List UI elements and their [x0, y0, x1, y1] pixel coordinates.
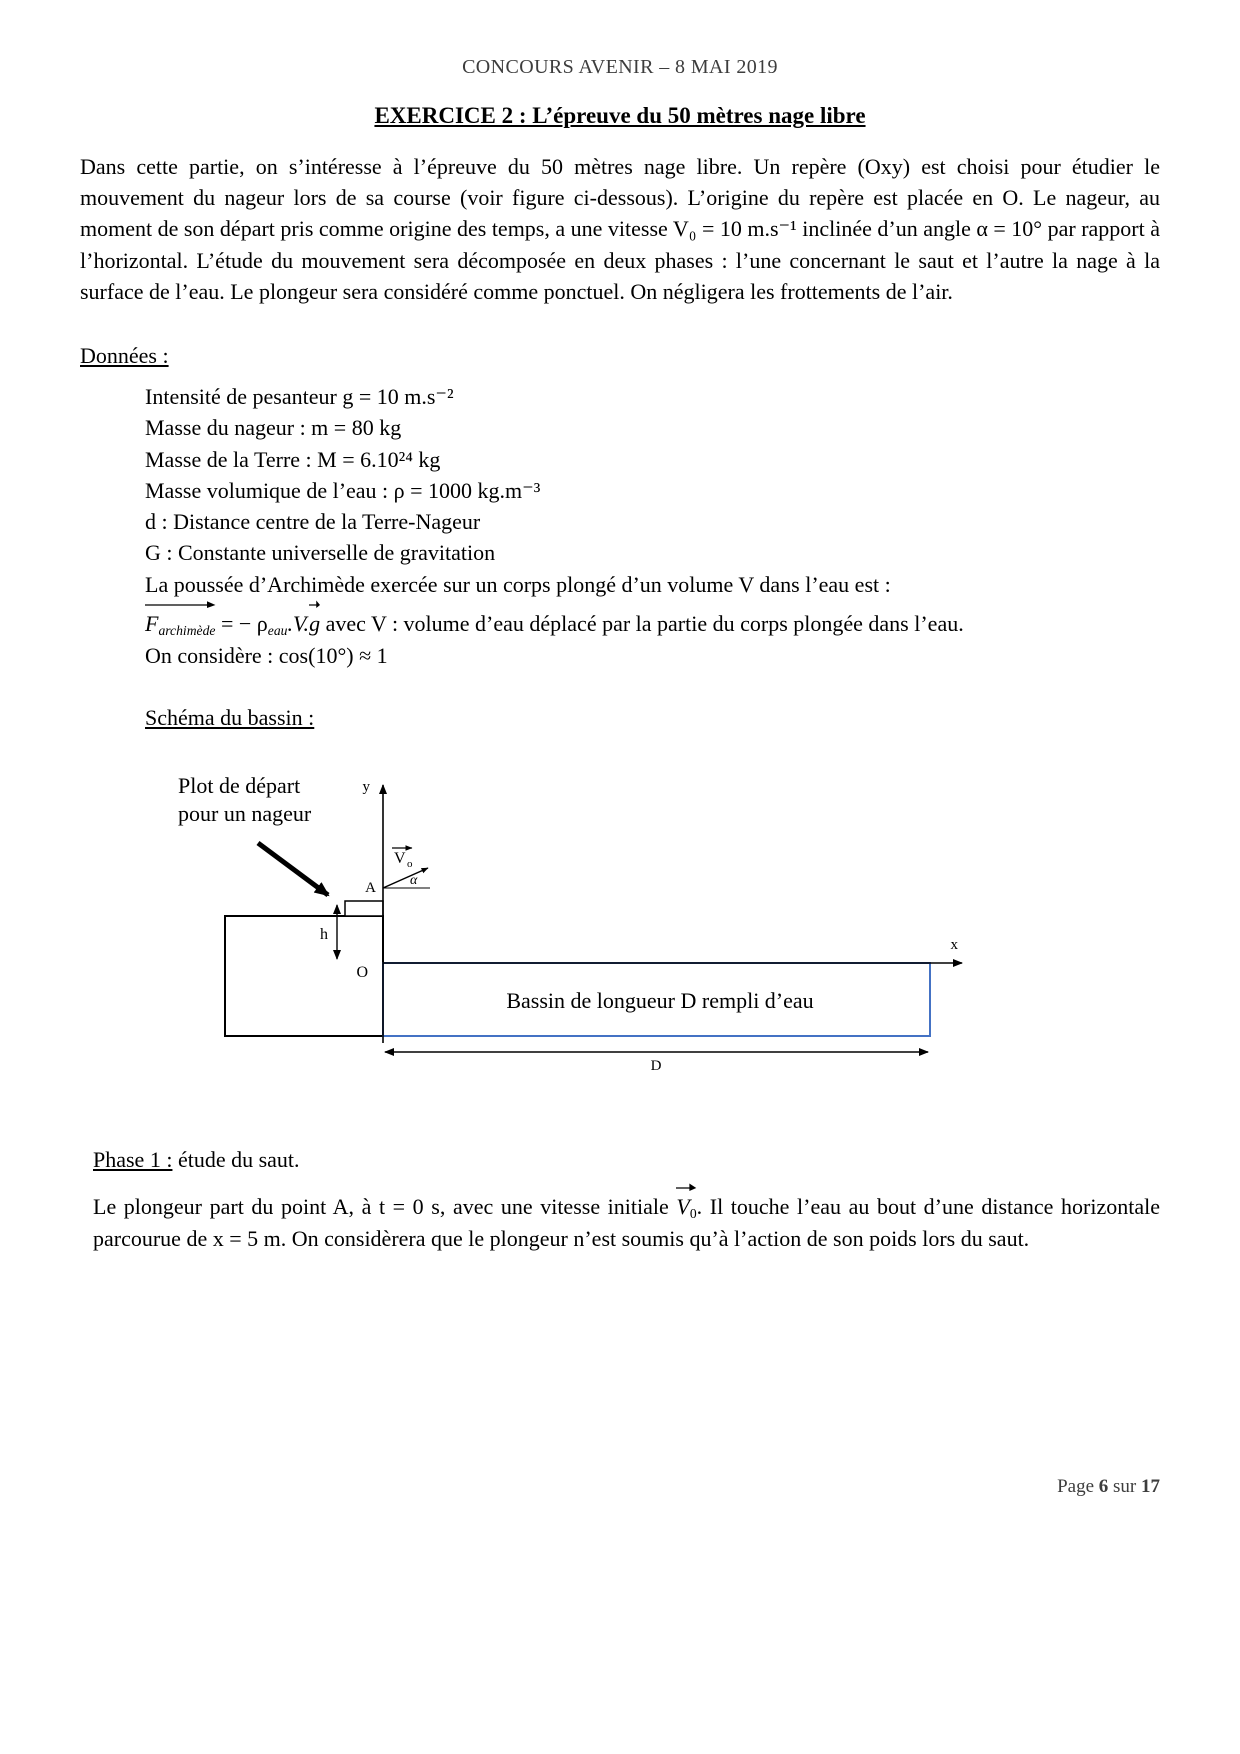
- phase1-text-part2: . Il touche l’eau au bout d’une distance horizontale parcourue de x = 5 m. On considèrera que le plongeur n’est soumis qu’à l’action de son poids lors du saut.: [93, 1194, 1160, 1252]
- pool-diagram: [170, 771, 980, 1103]
- phase1-heading-rest: étude du saut.: [172, 1147, 300, 1173]
- plot-label-line1: Plot de départ: [178, 773, 301, 799]
- x-axis-label: x: [950, 937, 958, 954]
- d-label: D: [650, 1058, 662, 1075]
- phase1-v-sub: 0: [689, 1206, 697, 1222]
- v0-sub-label: o: [407, 858, 413, 871]
- f-archimede-vector: [145, 608, 215, 640]
- velocity-vector: [383, 868, 428, 888]
- formula-mid: = − ρ: [215, 610, 268, 636]
- pool-label: Bassin de longueur D rempli d’eau: [506, 988, 814, 1014]
- footer-page-number: 6: [1098, 1476, 1109, 1497]
- h-label: h: [320, 926, 328, 944]
- pool-diagram-svg: [170, 771, 980, 1103]
- footer-page-word: Page: [1057, 1476, 1099, 1497]
- donnee-archimede-intro: La poussée d’Archimède exercée sur un corps plongé d’un volume V dans l’eau est :: [145, 571, 891, 597]
- formula-rest: avec V : volume d’eau déplacé par la partie du corps plongée dans l’eau.: [320, 610, 964, 636]
- schema-heading: [80, 705, 1160, 731]
- archimede-formula: [145, 608, 1160, 640]
- alpha-label: α: [410, 873, 418, 889]
- donnee-cos-approx: On considère : cos(10°) ≈ 1: [145, 642, 388, 668]
- donnees-heading-label: Données :: [80, 343, 169, 369]
- donnee-swimmer-mass: Masse du nageur : m = 80 kg: [145, 415, 402, 441]
- donnees-heading: [80, 343, 1160, 369]
- vector-arrow-icon: [676, 1182, 696, 1191]
- footer-sur-word: sur: [1108, 1476, 1141, 1497]
- formula-rho-sub: eau: [267, 622, 288, 638]
- v0-vector-inline: [676, 1191, 696, 1223]
- exercise-title: EXERCICE 2 : L’épreuve du 50 mètres nage libre: [374, 103, 866, 128]
- vector-overline-arrow-icon: [145, 599, 215, 608]
- formula-g: g: [309, 610, 321, 636]
- donnee-constant-g: G : Constante universelle de gravitation: [145, 540, 496, 566]
- plot-label-line2: pour un nageur: [178, 801, 312, 827]
- vector-arrow-icon: [309, 599, 320, 608]
- phase1-text-part1: Le plongeur part du point A, à t = 0 s, avec une vitesse initiale: [93, 1194, 677, 1220]
- donnee-gravity: Intensité de pesanteur g = 10 m.s⁻²: [145, 384, 454, 410]
- phase1-heading: [93, 1147, 1160, 1173]
- footer-total-pages: 17: [1141, 1476, 1160, 1497]
- y-axis-label: y: [362, 779, 370, 796]
- origin-label: O: [356, 964, 368, 982]
- formula-lhs-sub: archimède: [158, 622, 216, 638]
- schema-heading-label: Schéma du bassin :: [145, 705, 315, 731]
- intro-paragraph: Dans cette partie, on s’intéresse à l’épreuve du 50 mètres nage libre. Un repère (Oxy) est choisi pour étudier le mouvement du nageur lors de sa course (voir figure ci-dessous). L’origine du repère est placée en O. Le nageur, au moment de son départ pris comme origine des temps, a une vitesse V₀ = 10 m.s⁻¹ inclinée d’un angle α = 10° par rapport à l’horizontal. L’étude du mouvement sera décomposée en deux phases : l’une concernant le saut et l’autre la nage à la surface de l’eau. Le plongeur sera considéré comme ponctuel. On négligera les frottements de l’air.: [80, 154, 1160, 304]
- donnee-water-density: Masse volumique de l’eau : ρ = 1000 kg.m⁻³: [145, 477, 541, 503]
- donnees-list: [80, 381, 1160, 671]
- point-a-label: A: [365, 880, 376, 897]
- v0-label: V: [394, 850, 406, 868]
- pointer-arrow: [258, 843, 328, 895]
- page-header: CONCOURS AVENIR – 8 MAI 2019: [462, 56, 778, 78]
- g-vector: [309, 608, 320, 639]
- phase1-v: V: [676, 1194, 690, 1220]
- donnee-earth-mass: Masse de la Terre : M = 6.10²⁴ kg: [145, 446, 441, 472]
- starting-block-rect: [345, 901, 383, 916]
- donnee-distance-d: d : Distance centre de la Terre-Nageur: [145, 509, 481, 535]
- formula-lhs: F: [145, 610, 159, 636]
- phase1-heading-label: Phase 1 :: [93, 1147, 173, 1173]
- phase1-paragraph: [93, 1191, 1160, 1254]
- page-footer: [1057, 1476, 1160, 1498]
- formula-dot-v: .V.: [287, 610, 310, 636]
